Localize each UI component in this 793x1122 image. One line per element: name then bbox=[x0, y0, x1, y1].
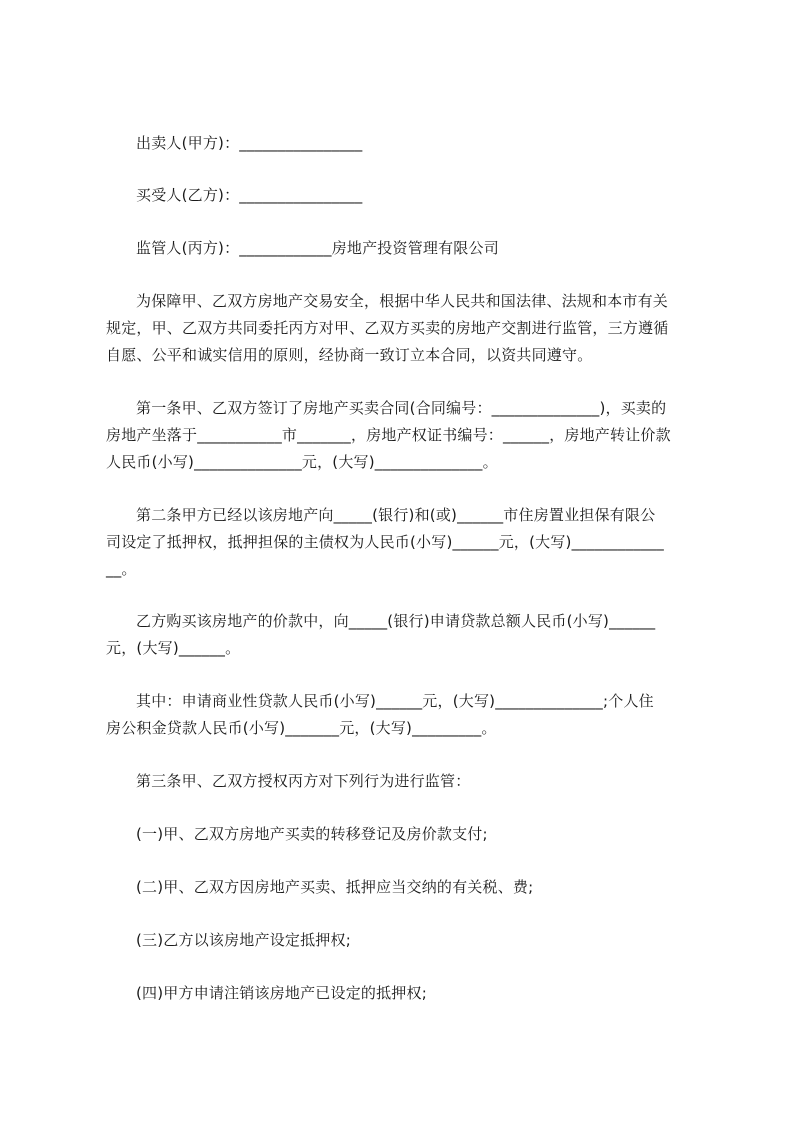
among-line-1: 其中：申请商业性贷款人民币(小写)______元，(大写)______________;个人住 bbox=[136, 692, 654, 710]
intro-line-3: 自愿、公平和诚实信用的原则，经协商一致订立本合同，以资共同遵守。 bbox=[106, 346, 593, 364]
article1-line-1: 第一条甲、乙双方签订了房地产买卖合同(合同编号：______________)，买卖的 bbox=[136, 399, 667, 417]
among-line-2: 房公积金贷款人民币(小写)_______元，(大写)_________。 bbox=[106, 719, 497, 737]
loan-line-2: 元，(大写)______。 bbox=[106, 639, 241, 657]
intro-line-2: 规定，甲、乙双方共同委托丙方对甲、乙双方买卖的房地产交割进行监管，三方遵循 bbox=[106, 319, 669, 337]
seller-line: 出卖人(甲方)：________________ bbox=[136, 134, 363, 152]
buyer-line: 买受人(乙方)：________________ bbox=[136, 186, 363, 204]
article2-line-2: 司设定了抵押权，抵押担保的主债权为人民币(小写)______元，(大写)____________ bbox=[106, 533, 665, 551]
clause-item: (一)甲、乙双方房地产买卖的转移登记及房价款支付; bbox=[136, 825, 488, 843]
clause-item: (四)甲方申请注销该房地产已设定的抵押权; bbox=[136, 984, 427, 1002]
article2-line-1: 第二条甲方已经以该房地产向_____(银行)和(或)______市住房置业担保有限公 bbox=[136, 506, 656, 524]
loan-line-1: 乙方购买该房地产的价款中，向_____(银行)申请贷款总额人民币(小写)______ bbox=[136, 612, 656, 630]
clause-item: (二)甲、乙双方因房地产买卖、抵押应当交纳的有关税、费; bbox=[136, 878, 534, 896]
article1-line-3: 人民币(小写)______________元，(大写)______________。 bbox=[106, 453, 498, 471]
supervisor-line: 监管人(丙方)：____________房地产投资管理有限公司 bbox=[136, 239, 499, 257]
article3-heading: 第三条甲、乙双方授权丙方对下列行为进行监管： bbox=[136, 772, 471, 790]
article1-line-2: 房地产坐落于___________市_______，房地产权证书编号：______，房地产转让价款 bbox=[106, 426, 671, 444]
article2-line-3: __。 bbox=[106, 560, 137, 578]
intro-line-1: 为保障甲、乙双方房地产交易安全，根据中华人民共和国法律、法规和本市有关 bbox=[136, 292, 669, 310]
clause-item: (三)乙方以该房地产设定抵押权; bbox=[136, 931, 351, 949]
